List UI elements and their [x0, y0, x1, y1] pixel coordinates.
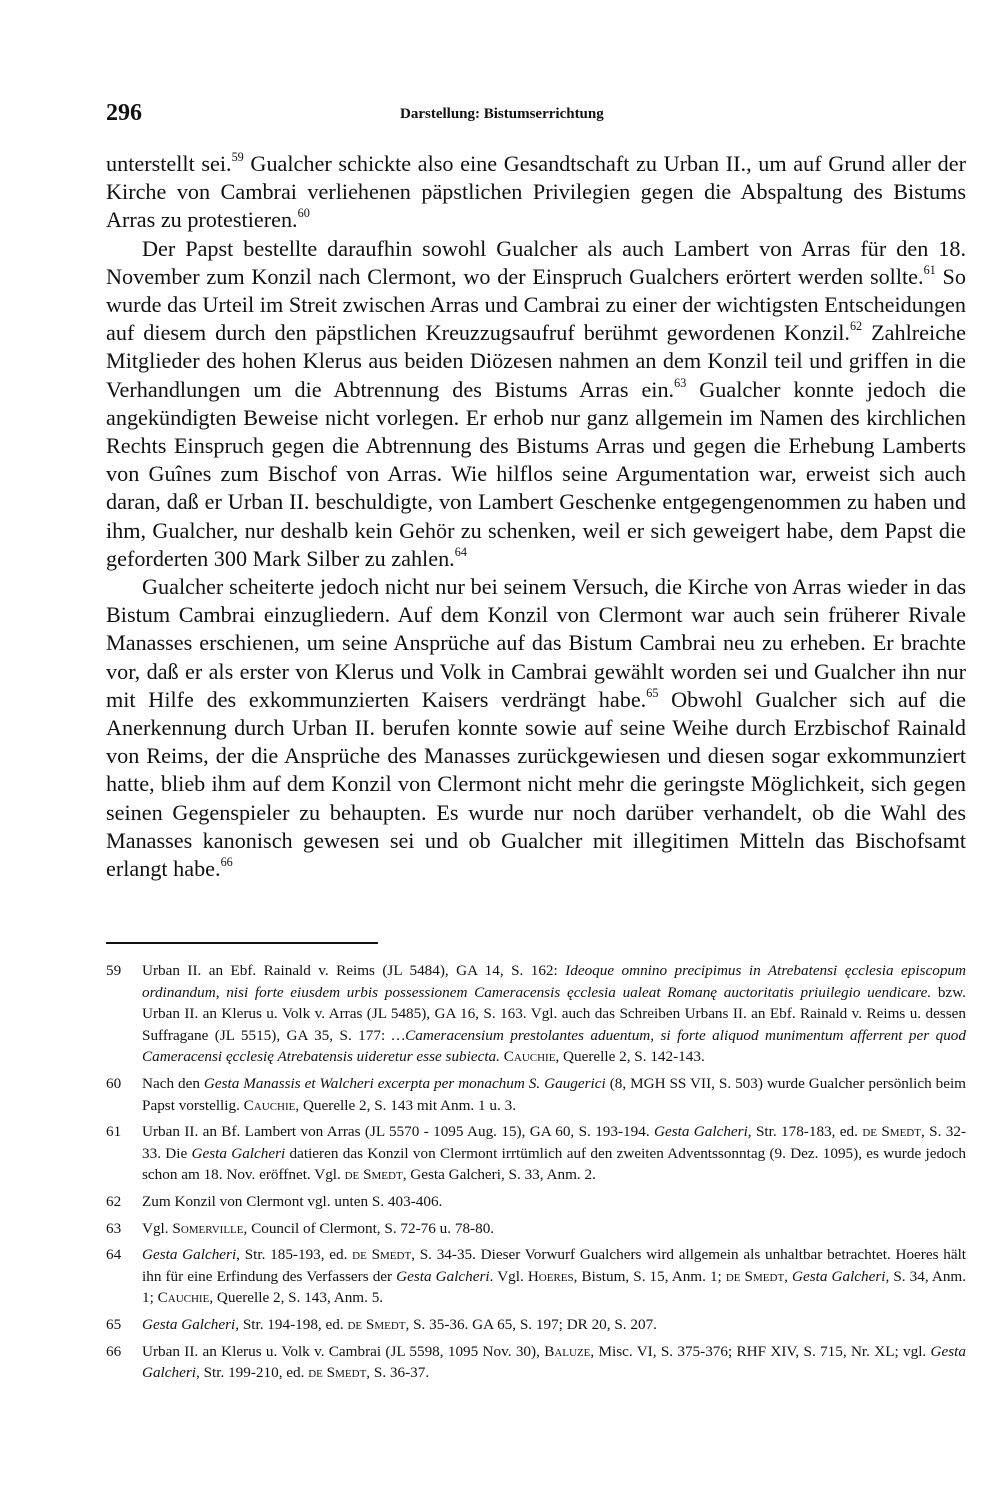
- footnote-number: 63: [106, 1219, 122, 1237]
- italic-run: Gesta Galcheri: [396, 1267, 490, 1285]
- text-run: , Querelle 2, S. 143 mit Anm. 1 u. 3.: [295, 1096, 516, 1114]
- footnote-ref: 64: [454, 545, 467, 560]
- text-run: unterstellt sei.: [106, 151, 232, 176]
- text-run: , Str. 199-210, ed.: [196, 1364, 309, 1382]
- footnote-63: [106, 1218, 966, 1240]
- footnote-number: 64: [106, 1246, 122, 1264]
- text-run: So wurde das Urteil im Streit zwischen Arras und Cambrai zu einer der wichtigsten Entscheidungen auf diesem durch den päpstlichen Kreuzzugsaufruf berühmt gewordenen Konzil.: [106, 263, 966, 346]
- italic-run: Gesta Galcheri: [142, 1342, 966, 1382]
- text-run: , S. 36-37.: [366, 1364, 430, 1382]
- italic-run: Gesta Galcheri: [191, 1144, 286, 1162]
- italic-run: Ideoque omnino precipimus in Atrebatensi ęcclesia episcopum ordinandum, nisi forte eiusdem urbis possessionem Cameracensis ęcclesia ualeat Romanę auctoritatis priuilegio uendicare.: [142, 962, 966, 1001]
- paragraph: [106, 150, 966, 235]
- footnote-59: [106, 960, 966, 1068]
- footnote-number: 66: [106, 1342, 122, 1360]
- text-run: , Querelle 2, S. 142-143.: [555, 1048, 705, 1066]
- page-header: [106, 100, 966, 130]
- main-text: [106, 150, 966, 883]
- footnote-ref: 62: [849, 319, 863, 334]
- author-name: Hoeres: [527, 1267, 574, 1285]
- author-name: de Smedt: [347, 1315, 406, 1333]
- text-run: bzw. Urban II. an Klerus u. Volk v. Arras (JL 5485), GA 16, S. 163. Vgl. auch das Schreiben Urbans II. an Ebf. Rainald v. Reims u. dessen Suffragane (JL 5515), GA 35, S. 177:: [142, 983, 966, 1044]
- text-run: Vgl.: [142, 1219, 173, 1237]
- footnote-ref: 63: [674, 375, 687, 390]
- text-run: Nach den: [142, 1074, 204, 1092]
- author-name: Cauchie: [243, 1096, 296, 1114]
- text-run: , Str. 194-198, ed.: [235, 1315, 348, 1333]
- footnote-ref: 61: [923, 263, 936, 278]
- footnote-61: [106, 1121, 966, 1186]
- text-run: Zum Konzil von Clermont vgl. unten S. 403-406.: [142, 1192, 443, 1210]
- text-run: (8, MGH SS VII, S. 503) wurde Gualcher persönlich beim Papst vorstellig.: [142, 1074, 966, 1114]
- text-run: , S. 34-35. Dieser Vorwurf Gualchers wird allgemein als unhaltbar betrachtet. Hoeres hält ihn für eine Erfindung des Verfassers der: [142, 1246, 967, 1285]
- footnote-60: [106, 1073, 966, 1116]
- text-run: , Querelle 2, S. 143, Anm. 5.: [209, 1289, 384, 1307]
- author-name: de Smedt: [344, 1166, 403, 1184]
- text-run: , S. 32-33. Die: [142, 1123, 966, 1162]
- page-number: 296: [106, 100, 142, 126]
- author-name: de Smedt: [725, 1267, 785, 1285]
- italic-run: Gesta Galcheri: [142, 1246, 237, 1264]
- running-head: Darstellung: Bistumserrichtung: [400, 106, 604, 122]
- text-run: Urban II. an Klerus u. Volk v. Cambrai (JL 5598, 1095 Nov. 30),: [142, 1342, 545, 1360]
- text-run: Urban II. an Ebf. Rainald v. Reims (JL 5484), GA 14, S. 162:: [142, 962, 566, 979]
- text-run: , S. 35-36. GA 65, S. 197; DR 20, S. 207.: [405, 1315, 657, 1333]
- text-run: datieren das Konzil von Clermont irrtümlich auf den zweiten Adventssonntag (9. Dez. 1095), es wurde jedoch schon am 18. Nov. eröffnet. Vgl.: [142, 1144, 966, 1184]
- footnote-ref: 65: [646, 686, 659, 701]
- text-run: ,: [784, 1267, 793, 1285]
- footnote-ref: 66: [220, 855, 233, 870]
- footnote-divider: [106, 942, 378, 944]
- footnote-ref: 59: [231, 150, 244, 165]
- author-name: de Smedt: [352, 1246, 412, 1264]
- text-run: , Council of Clermont, S. 72-76 u. 78-80.: [243, 1219, 495, 1237]
- author-name: Somerville: [172, 1219, 244, 1237]
- italic-run: Gesta Galcheri: [654, 1123, 748, 1141]
- footnote-62: [106, 1191, 966, 1213]
- footnotes: [106, 960, 966, 1389]
- italic-run: …Cameracensium prestolantes aduentum, si forte aliquod munimentum afferrent per quod Cameracensi ęcclesię Atrebatensis uideretur esse subiecta.: [142, 1026, 966, 1066]
- author-name: de Smedt: [308, 1364, 367, 1382]
- author-name: de Smedt: [862, 1123, 921, 1141]
- footnote-number: 60: [106, 1074, 122, 1092]
- author-name: Baluze: [544, 1342, 591, 1360]
- italic-run: Gesta Galcheri: [142, 1315, 236, 1333]
- text-run: Gualcher scheiterte jedoch nicht nur bei seinem Versuch, die Kirche von Arras wieder in das Bistum Cambrai einzugliedern. Auf dem Konzil von Clermont war auch sein früherer Rivale Manasses erschienen, um seine Ansprüche auf das Bistum Cambrai neu zu erheben. Er brachte vor, daß er als erster von Klerus und Volk in Cambrai gewählt worden sei und Gualcher ihn nur mit Hilfe des exkommunzierten Kaisers verdrängt habe.: [106, 574, 966, 712]
- text-run: , Gesta Galcheri, S. 33, Anm. 2.: [402, 1166, 596, 1184]
- text-run: , Str. 185-193, ed.: [236, 1246, 353, 1264]
- italic-run: Gesta Manassis et Walcheri excerpta per monachum S. Gaugerici: [203, 1074, 606, 1092]
- footnote-65: [106, 1314, 966, 1336]
- text-run: Obwohl Gualcher sich auf die Anerkennung durch Urban II. berufen konnte sowie auf seine Weihe durch Erzbischof Rainald von Reims, der die Ansprüche des Manasses zurückgewiesen und diesen sogar exkommunziert hatte, blieb ihm auf dem Konzil von Clermont nicht mehr die geringste Möglichkeit, sich gegen seinen Gegenspieler zu behaupten. Es wurde nur noch darüber verhandelt, ob die Wahl des Manasses kanonisch gewesen sei und ob Gualcher mit illegitimen Mitteln das Bischofsamt erlangt habe.: [106, 686, 966, 882]
- text-run: . Vgl.: [489, 1267, 528, 1285]
- author-name: Cauchie: [503, 1048, 556, 1066]
- text-run: Gualcher schickte also eine Gesandtschaft zu Urban II., um auf Grund aller der Kirche von Cambrai verliehenen päpstlichen Privilegien gegen die Abspaltung des Bistums Arras zu protestieren.: [106, 151, 966, 233]
- footnote-number: 59: [106, 962, 122, 979]
- text-run: Urban II. an Bf. Lambert von Arras (JL 5570 - 1095 Aug. 15), GA 60, S. 193-194.: [142, 1123, 654, 1141]
- author-name: Cauchie: [157, 1289, 210, 1307]
- text-run: , Bistum, S. 15, Anm. 1;: [573, 1267, 726, 1285]
- paragraph: [106, 573, 966, 883]
- footnote-number: 62: [106, 1192, 122, 1210]
- paragraph: [106, 235, 966, 573]
- footnote-number: 65: [106, 1315, 122, 1333]
- italic-run: Gesta Galcheri: [792, 1267, 886, 1285]
- footnote-64: [106, 1244, 966, 1309]
- text-run: Gualcher konnte jedoch die angekündigten Beweise nicht vorlegen. Er erhob nur ganz allgemein im Namen des kirchlichen Rechts Einspruch gegen die Abtrennung des Bistums Arras und gegen die Erhebung Lamberts von Guînes zum Bischof von Arras. Wie hilflos seine Argumentation war, erweist sich auch daran, daß er Urban II. beschuldigte, von Lambert Geschenke entgegengenommen zu haben und ihm, Gualcher, nur deshalb kein Gehör zu schenken, weil er sich geweigert habe, dem Papst die geforderten 300 Mark Silber zu zahlen.: [106, 376, 966, 571]
- text-run: Der Papst bestellte daraufhin sowohl Gualcher als auch Lambert von Arras für den 18. November zum Konzil nach Clermont, wo der Einspruch Gualchers erörtert werden sollte.: [106, 235, 966, 289]
- text-run: , S. 34, Anm. 1;: [142, 1267, 967, 1307]
- footnote-number: 61: [106, 1123, 122, 1141]
- text-run: , Str. 178-183, ed.: [747, 1123, 863, 1141]
- footnote-ref: 60: [297, 206, 310, 221]
- text-run: , Misc. VI, S. 375-376; RHF XIV, S. 715, Nr. XL; vgl.: [590, 1342, 931, 1360]
- footnote-66: [106, 1341, 966, 1384]
- text-run: Zahlreiche Mitglieder des hohen Klerus aus beiden Diözesen nahmen an dem Konzil teil und griffen in die Verhandlungen um die Abtrennung des Bistums Arras ein.: [106, 320, 966, 402]
